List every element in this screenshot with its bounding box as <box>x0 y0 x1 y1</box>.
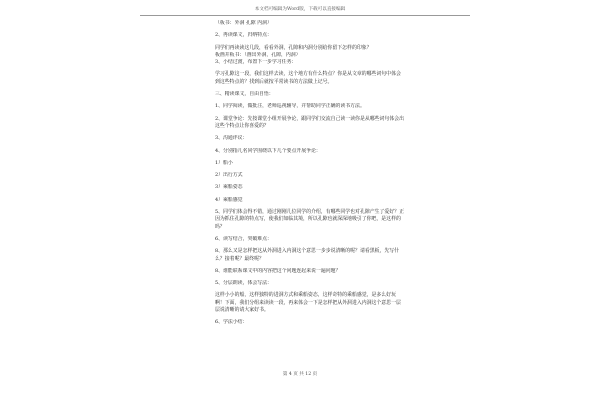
text-line: 8、谁能联系课文中的内容把这个问题连起来说一遍问题？ <box>215 267 341 274</box>
paragraph: 5、同学们体会得不错，通过刚刚几位同学的介绍，有哪些同学也对孔隙产生了爱好？正因为抓住孔隙的特点写，使我们如临其境，所以孔隙也就深深地吸引了你吧，是这样的吗？ <box>215 209 404 230</box>
text-line: 3、沟通评议： <box>215 135 248 142</box>
paragraph: 同学们再读读这几段，看看外洞，孔隙和内洞分别给你留下怎样的印象？ <box>215 44 372 51</box>
page-number: 第 4 页 共 12 页 <box>282 372 318 377</box>
text-line: 板画并板书：（画出外洞，孔隙，内洞） <box>215 51 301 58</box>
section-heading: 三、精读课文，自由自悟： <box>215 91 274 98</box>
text-line: 5、分层朗读，体会写法： <box>215 280 272 287</box>
list-item: 1）船小 <box>215 159 233 166</box>
text-line: 2、再读课文，归纳特点： <box>215 32 272 39</box>
list-item: 4）乘船感觉 <box>215 196 243 203</box>
text-line: （板书：外洞 孔隙 内洞） <box>215 20 272 26</box>
list-item: 3）乘船姿态 <box>215 184 243 191</box>
paragraph: 这样小小的船，这样独特的进洞方式和乘船姿态，这样奇特的乘船感觉，是多么好玩啊！下面，我们分组来读读一段，再来体会一下是怎样把从外洞进入内洞这个意思一层层说清晰的请大家好书。 <box>215 292 401 314</box>
paragraph: 2、课堂争论：先按课堂小组开展争论，跟同学们交流自己读一读你是从哪些词句体会出这些个特点让你喜爱的？ <box>215 115 404 129</box>
text-line: 4、分别指几名同学围绕以下几个要点开展争论： <box>215 147 321 154</box>
document-page <box>205 20 405 327</box>
paragraph: 学习孔隙这一段，我们这样去读，这个地方有什么特点？你是从文章的哪些词句中体会到这些特点的？找到后就按平常读书的方法做上记号。 <box>215 71 401 85</box>
list-item: 2）出行方式 <box>215 172 243 179</box>
paragraph: 8、那么又是怎样把这从外洞进入内洞这个意思一步步说清晰的呢？请看黑板，先写什么？接着呢？最终呢？ <box>215 248 400 262</box>
text-line: 6、读写结合，突破难点： <box>215 235 272 242</box>
text-line: 6、学法小结： <box>215 319 248 326</box>
text-line: 3、小结过渡，布置下一步学习任务： <box>215 59 297 66</box>
text-line: 1、同学阅读，做批注，老师巡视辅导，并帮助同学正确的读书方法。 <box>215 103 365 110</box>
header-divider <box>140 15 470 16</box>
header-note: 本文档可编辑为Word版，下载可以直接编辑 <box>254 7 346 12</box>
